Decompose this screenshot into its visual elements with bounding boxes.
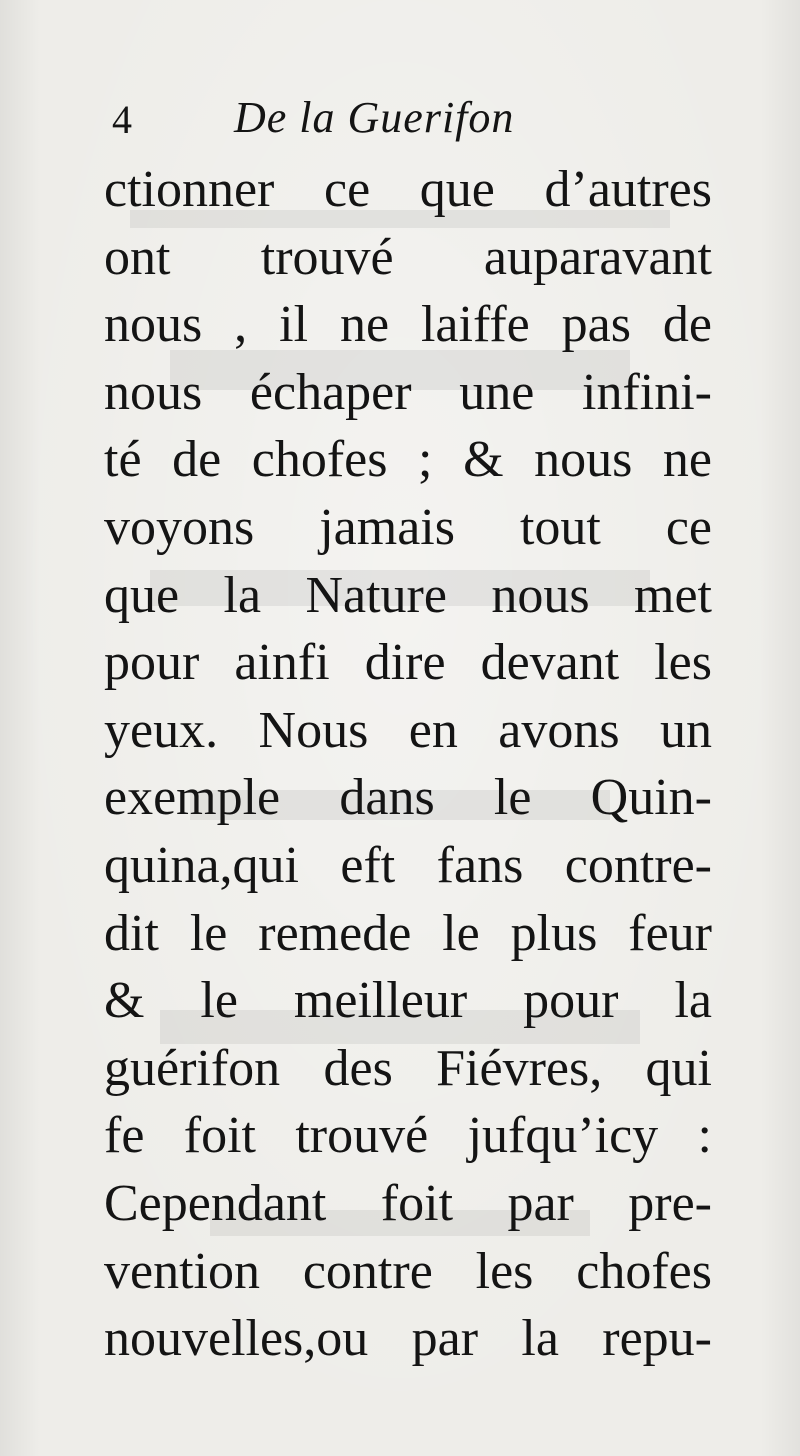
text-line: exemple dans le Quin- xyxy=(104,769,712,827)
body-text xyxy=(104,156,712,1373)
text-line: nous échaper une infini- xyxy=(104,363,712,421)
text-line: quina,qui eft fans contre- xyxy=(104,836,712,894)
text-line: nous , il ne laiffe pas de xyxy=(104,296,712,354)
text-line: guérifon des Fiévres, qui xyxy=(104,1039,712,1097)
text-line: ctionner ce que d’autres xyxy=(104,161,712,218)
running-head-title: De la Guerifon xyxy=(234,93,515,142)
text-line: vention contre les chofes xyxy=(104,1242,712,1300)
text-line: yeux. Nous en avons un xyxy=(104,701,712,759)
text-line: que la Nature nous met xyxy=(104,566,712,624)
text-line: voyons jamais tout ce xyxy=(104,498,712,556)
text-line: nouvelles,ou par la repu- xyxy=(104,1310,712,1368)
running-head xyxy=(108,92,708,152)
text-line: pour ainfi dire devant les xyxy=(104,634,712,692)
text-line: Cependant foit par pre- xyxy=(104,1174,712,1232)
text-line: fe foit trouvé jufqu’icy : xyxy=(104,1107,712,1165)
text-line: & le meilleur pour la xyxy=(104,972,712,1030)
text-line: dit le remede le plus feur xyxy=(104,904,712,962)
text-line: ont trouvé auparavant xyxy=(104,228,712,286)
text-line: té de chofes ; & nous ne xyxy=(104,431,712,489)
page-number: 4 xyxy=(112,97,132,142)
